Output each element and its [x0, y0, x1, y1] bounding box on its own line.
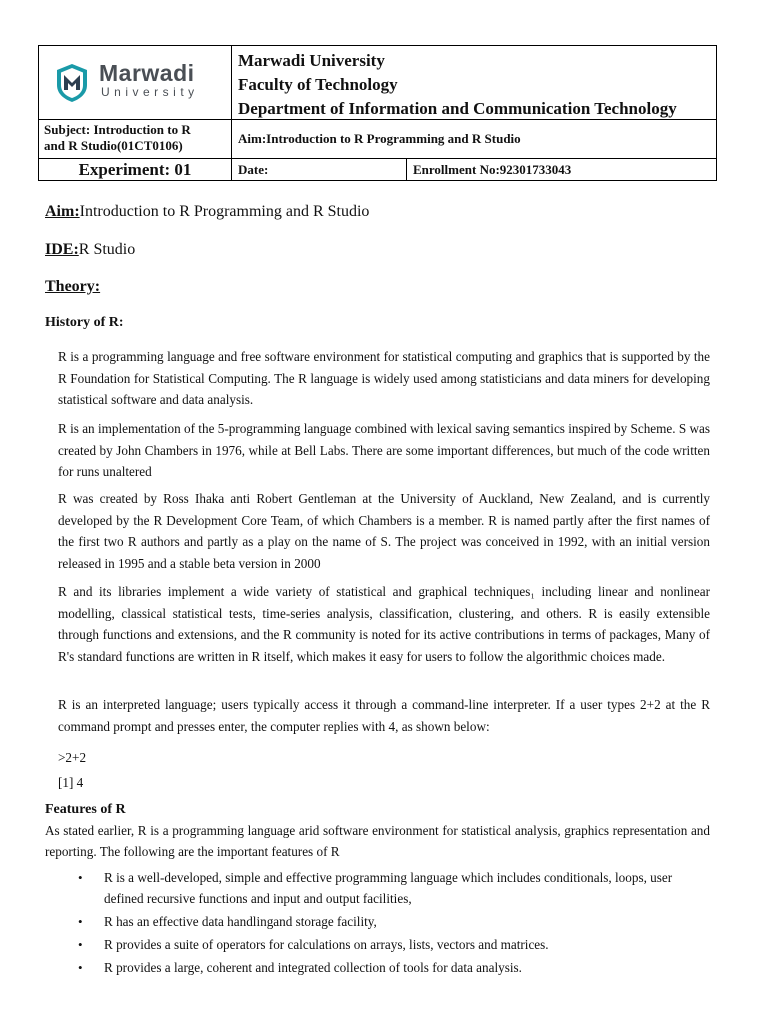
- document-header-table: [38, 45, 717, 181]
- subject-line-2: and R Studio(01CT0106): [44, 138, 183, 153]
- features-list: [58, 867, 708, 980]
- features-intro: As stated earlier, R is a programming language arid software environment for statistical analysis, graphics representation and reporting. The following are the important features of R: [45, 823, 710, 859]
- logo-cell: [39, 46, 232, 120]
- history-paragraph-5: R is an interpreted language; users typically access it through a command-line interpreter. If a user types 2+2 at the R command prompt and presses enter, the computer replies with 4, as shown below:: [58, 697, 710, 734]
- subject-line-1: Subject: Introduction to R: [44, 122, 191, 137]
- header-aim-cell: Aim:Introduction to R Programming and R Studio: [232, 120, 716, 159]
- list-item: • R provides a suite of operators for calculations on arrays, lists, vectors and matrices.: [58, 934, 708, 955]
- subject-cell: [39, 120, 232, 159]
- aim-label: Aim:: [45, 203, 80, 220]
- list-item: • R provides a large, coherent and integrated collection of tools for data analysis.: [58, 957, 708, 978]
- history-paragraph-4: R and its libraries implement a wide variety of statistical and graphical techniques₁ including linear and nonlinear modelling, classical statistical tests, time-series analysis, classification, clustering, and others. R is easily extensible through functions and extensions, and the R community is noted for its active contributions in terms of packages, Many of R's standard functions are written in R itself, which makes it easy for users to follow the algorithmic choices made.: [58, 584, 710, 664]
- features-heading: Features of R: [45, 802, 126, 817]
- bullet-icon: •: [78, 870, 83, 885]
- list-item: • R has an effective data handlingand storage facility,: [58, 911, 708, 932]
- university-name: Marwadi University: [238, 51, 385, 70]
- bullet-icon: •: [78, 960, 83, 975]
- department-name: Department of Information and Communication Technology: [238, 99, 677, 118]
- logo-wordmark: [99, 61, 199, 99]
- logo-subtext: University: [101, 85, 199, 99]
- history-heading: History of R:: [45, 315, 124, 330]
- code-output: [1] 4: [58, 775, 84, 790]
- code-input: >2+2: [58, 750, 87, 765]
- ide-label: IDE:: [45, 241, 79, 258]
- faculty-name: Faculty of Technology: [238, 75, 398, 94]
- aim-text: Introduction to R Programming and R Studio: [79, 203, 370, 220]
- university-logo-icon: [55, 63, 89, 103]
- history-paragraph-3: R was created by Ross Ihaka anti Robert Gentleman at the University of Auckland, New Zealand, and is currently developed by the R Development Core Team, of which Chambers is a member. R is named partly after the first names of the first two R authors and partly as a play on the name of S. The project was conceived in 1992, with an initial version released in 1995 and a stable beta version in 2000: [58, 491, 710, 571]
- bullet-icon: •: [78, 937, 83, 952]
- theory-heading: Theory:: [45, 278, 101, 295]
- date-label: Date:: [232, 159, 407, 180]
- logo-name: Marwadi: [99, 60, 195, 86]
- list-item: • R is a well-developed, simple and effective programming language which includes conditionals, loops, user defined recursive functions and input and output facilities,: [58, 867, 708, 909]
- history-paragraph-1: R is a programming language and free software environment for statistical computing and graphics that is supported by the R Foundation for Statistical Computing. The R language is widely used among statisticians and data miners for developing statistical software and data analysis.: [58, 349, 710, 408]
- institution-title-cell: [232, 46, 716, 120]
- ide-line: [45, 240, 135, 260]
- history-paragraph-2: R is an implementation of the 5-programming language combined with lexical saving semantics inspired by Scheme. S was created by John Chambers in 1976, while at Bell Labs. There are some important differences, but much of the code written for runs unaltered: [58, 421, 710, 480]
- enrollment-number: Enrollment No:92301733043: [413, 162, 572, 177]
- ide-text: R Studio: [78, 241, 136, 258]
- aim-line: [45, 202, 369, 222]
- experiment-number: Experiment: 01: [39, 159, 232, 180]
- bullet-icon: •: [78, 914, 83, 929]
